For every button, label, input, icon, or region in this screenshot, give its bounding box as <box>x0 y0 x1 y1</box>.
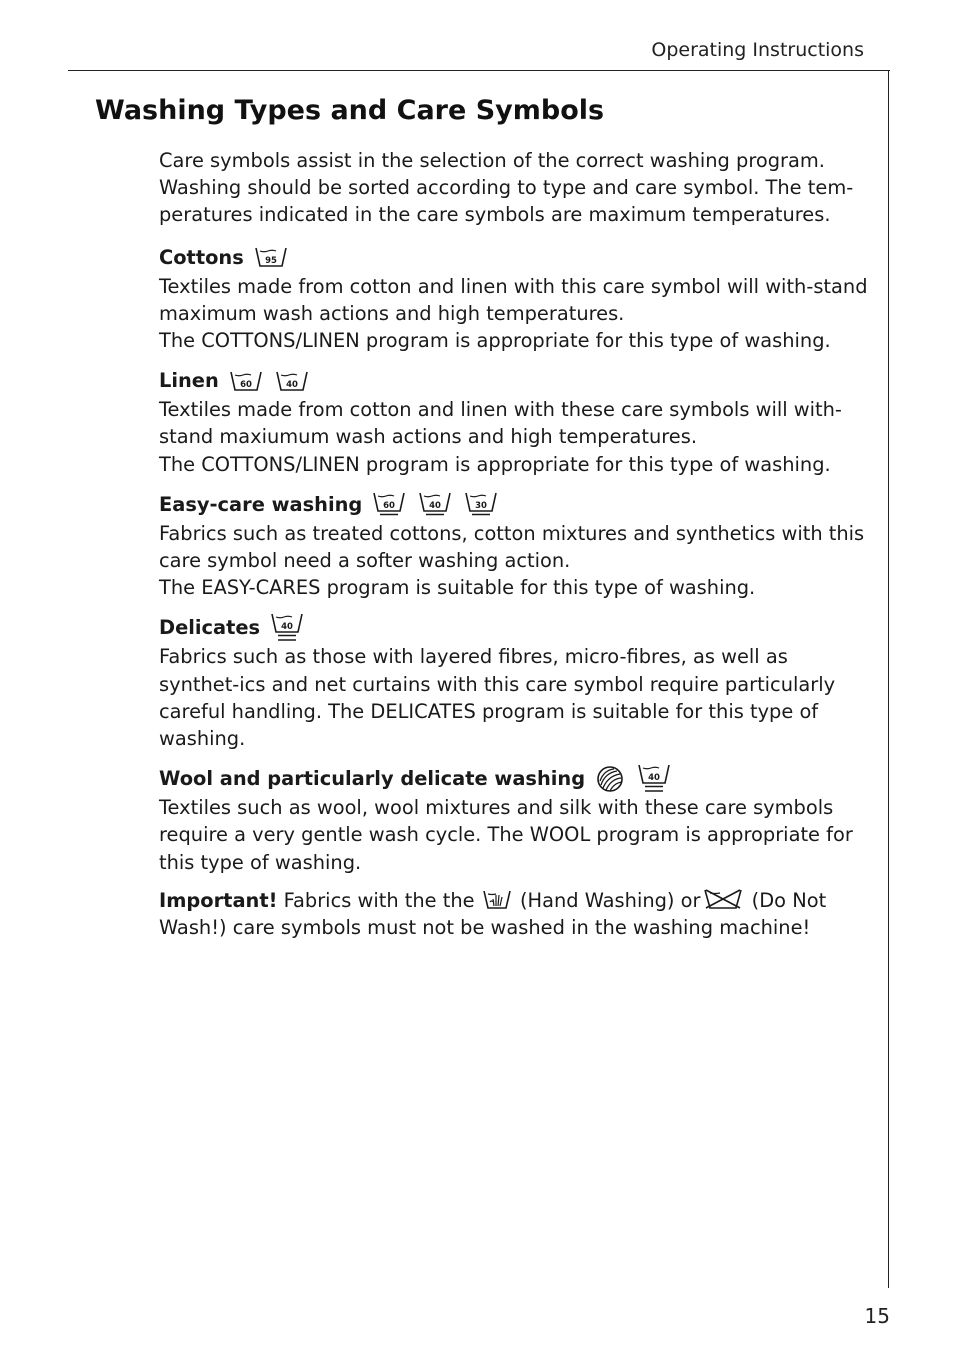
hand-wash-icon <box>483 890 511 910</box>
wash-tub-40-double-bar-icon <box>637 763 671 795</box>
important-note <box>159 887 871 941</box>
svg-text:40: 40 <box>281 621 294 632</box>
section-program: The COTTONS/LINEN program is appropriate for this type of washing. <box>159 452 831 476</box>
section-heading <box>159 489 871 520</box>
svg-text:30: 30 <box>475 500 488 511</box>
section-delicates <box>159 612 871 752</box>
wash-tub-40-double-bar-icon <box>270 612 304 644</box>
svg-text:60: 60 <box>239 379 252 390</box>
wash-tub-40-icon <box>275 370 309 392</box>
section-cottons <box>159 242 871 355</box>
section-title: Wool and particularly delicate washing <box>159 767 586 791</box>
header-rule <box>68 70 890 71</box>
section-heading <box>159 612 871 643</box>
section-heading <box>159 365 871 396</box>
important-text-1: Fabrics with the the <box>283 888 475 912</box>
page-title: Washing Types and Care Symbols <box>95 95 605 126</box>
intro-paragraph: Care symbols assist in the selection of the correct washing program. Washing should be sorted according to type and care symbol. The tem-peratures indicated in the care symbols are maximum temperatures. <box>159 149 854 227</box>
do-not-wash-icon <box>703 888 743 910</box>
section-title: Linen <box>159 369 219 393</box>
wool-ball-icon <box>595 765 625 793</box>
page-content <box>159 147 871 941</box>
svg-text:95: 95 <box>264 256 277 267</box>
section-heading <box>159 242 871 273</box>
svg-text:40: 40 <box>648 772 661 783</box>
section-wool <box>159 763 871 876</box>
section-title: Easy-care washing <box>159 492 363 516</box>
svg-text:60: 60 <box>383 500 396 511</box>
section-easy-care <box>159 489 871 602</box>
wash-tub-40-bar-icon <box>418 491 452 518</box>
important-label: Important! <box>159 888 278 912</box>
wash-tub-30-bar-icon <box>464 491 498 518</box>
section-title: Cottons <box>159 245 244 269</box>
section-body: Textiles such as wool, wool mixtures and silk with these care symbols require a very gentle wash cycle. The WOOL program is appropriate for this type of washing. <box>159 796 853 874</box>
section-body: Textiles made from cotton and linen with these care symbols will with-stand maxiumum wash actions and high temperatures. <box>159 398 842 449</box>
svg-text:40: 40 <box>285 379 298 390</box>
section-body: Textiles made from cotton and linen with this care symbol will with-stand maximum wash actions and high temperatures. <box>159 274 868 325</box>
svg-text:40: 40 <box>429 500 442 511</box>
section-body: Fabrics such as those with layered fibres, micro-fibres, as well as synthet-ics and net curtains with this care symbol require particularly careful handling. The DELICATES program is suitable for this type of washing. <box>159 645 836 751</box>
important-text-2: (Hand Washing) or <box>519 888 701 912</box>
section-title: Delicates <box>159 616 261 640</box>
section-program: The EASY-CARES program is suitable for this type of washing. <box>159 576 756 600</box>
margin-rule <box>888 70 889 1288</box>
section-heading <box>159 763 871 794</box>
wash-tub-95-icon <box>254 246 288 268</box>
section-program: The COTTONS/LINEN program is appropriate for this type of washing. <box>159 329 831 353</box>
wash-tub-60-icon <box>229 370 263 392</box>
wash-tub-60-bar-icon <box>372 491 406 518</box>
running-header: Operating Instructions <box>651 39 864 61</box>
section-body: Fabrics such as treated cottons, cotton mixtures and synthetics with this care symbol need a softer washing action. <box>159 521 865 573</box>
important-text-3: (Do Not Wash!) care symbols must not be washed in the washing machine! <box>159 888 827 940</box>
section-linen <box>159 365 871 478</box>
page-number: 15 <box>864 1304 890 1328</box>
